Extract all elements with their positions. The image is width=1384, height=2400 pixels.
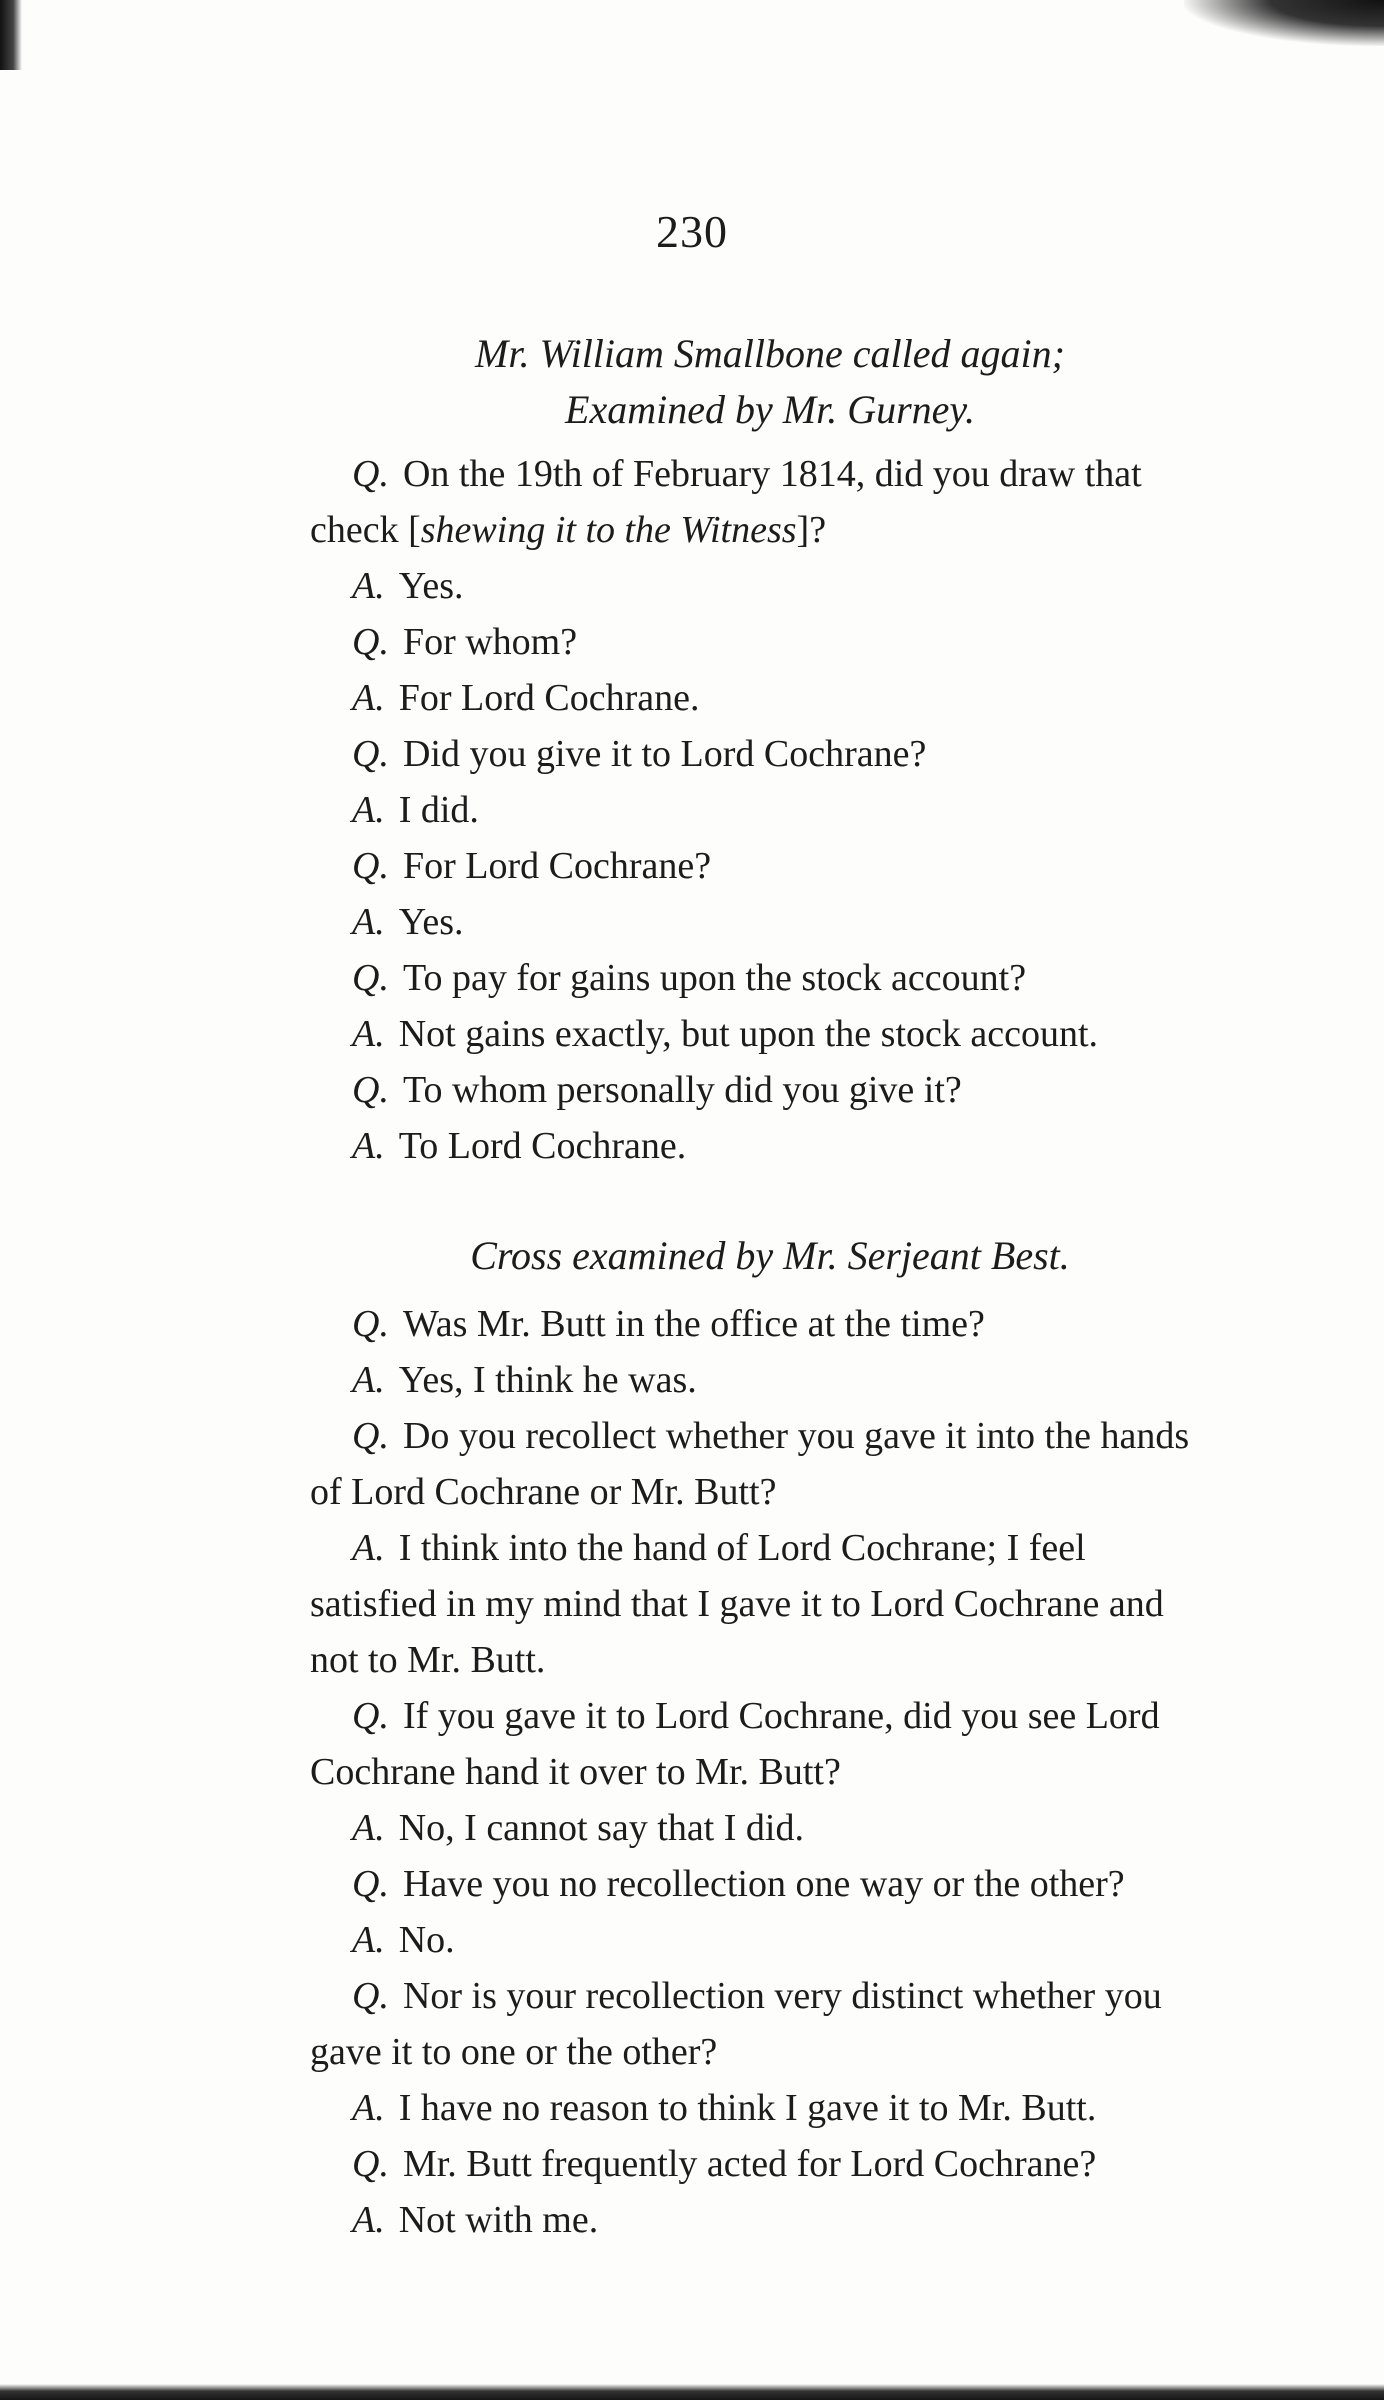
scan-edge-top-right [1184,0,1384,46]
answer-label: A. [352,789,385,831]
question-line [352,726,926,782]
answer-text: I think into the hand of Lord Cochrane; I feel [398,1527,1086,1569]
answer-label: A. [352,1125,385,1167]
question-text: For Lord Cochrane? [402,845,712,887]
section-heading-cross-examined: Cross examined by Mr. Serjeant Best. [470,1233,1070,1278]
answer-line [352,782,479,838]
question-line [352,2136,1096,2192]
question-label: Q. [352,1695,389,1737]
answer-text: No. [398,1919,455,1961]
question-label: Q. [352,733,389,775]
answer-text: Yes, I think he was. [398,1359,697,1401]
answer-line [352,1352,697,1408]
page-number: 230 [656,206,728,257]
answer-line [352,670,699,726]
answer-label: A. [352,1919,385,1961]
answer-label: A. [352,2199,385,2241]
question-continuation-line [310,502,826,558]
question-label: Q. [352,2143,389,2185]
question-text: To pay for gains upon the stock account? [402,957,1027,999]
scan-edge-bottom [0,2384,1384,2400]
answer-label: A. [352,677,385,719]
question-label: Q. [352,957,389,999]
answer-label: A. [352,1359,385,1401]
question-label: Q. [352,621,389,663]
answer-text: For Lord Cochrane. [398,677,700,719]
answer-label: A. [352,565,385,607]
answer-text: Yes. [398,565,464,607]
question-text: Was Mr. Butt in the office at the time? [402,1303,985,1345]
question-line [352,1688,1160,1744]
question-line [352,1408,1189,1464]
question-text: On the 19th of February 1814, did you draw that [402,453,1142,495]
question-line [352,838,711,894]
question-label: Q. [352,1303,389,1345]
answer-label: A. [352,2087,385,2129]
question-text: Do you recollect whether you gave it into the hands [402,1415,1190,1457]
question-label: Q. [352,845,389,887]
answer-text: Yes. [398,901,464,943]
answer-label: A. [352,901,385,943]
section-subheading-examined-by: Examined by Mr. Gurney. [565,387,975,432]
answer-line [352,894,464,950]
answer-text: Not with me. [398,2199,599,2241]
question-continuation-line: gave it to one or the other? [310,2031,718,2073]
answer-line [352,558,464,614]
question-line [352,614,577,670]
answer-continuation-line: not to Mr. Butt. [310,1639,546,1681]
question-line [352,950,1026,1006]
question-line [352,1296,985,1352]
answer-text: Not gains exactly, but upon the stock account. [398,1013,1099,1055]
question-line [352,1968,1162,2024]
section-heading-examined: Mr. William Smallbone called again; [475,331,1065,376]
question-continuation-line: Cochrane hand it over to Mr. Butt? [310,1751,841,1793]
scan-edge-top-left [0,0,22,70]
stage-direction: shewing it to the Witness [420,509,797,551]
answer-line [352,2192,598,2248]
answer-line [352,2080,1096,2136]
question-continuation-line: of Lord Cochrane or Mr. Butt? [310,1471,777,1513]
question-label: Q. [352,453,389,495]
question-text: To whom personally did you give it? [402,1069,962,1111]
answer-continuation-line: satisfied in my mind that I gave it to Lord Cochrane and [310,1583,1164,1625]
question-text: If you gave it to Lord Cochrane, did you see Lord [402,1695,1160,1737]
question-line [352,446,1142,502]
question-text: For whom? [402,621,578,663]
question-text: Did you give it to Lord Cochrane? [402,733,927,775]
question-text: Nor is your recollection very distinct whether you [402,1975,1162,2017]
question-label: Q. [352,1415,389,1457]
answer-label: A. [352,1013,385,1055]
answer-line [352,1118,686,1174]
question-label: Q. [352,1863,389,1905]
question-line [352,1062,962,1118]
question-text: Mr. Butt frequently acted for Lord Cochrane? [402,2143,1097,2185]
question-text-end: ]? [796,509,827,551]
answer-line [352,1912,455,1968]
answer-text: No, I cannot say that I did. [398,1807,804,1849]
answer-label: A. [352,1527,385,1569]
answer-line [352,1800,804,1856]
question-text: Have you no recollection one way or the other? [402,1863,1125,1905]
answer-label: A. [352,1807,385,1849]
answer-line [352,1006,1098,1062]
question-label: Q. [352,1975,389,2017]
answer-line [352,1520,1086,1576]
question-line [352,1856,1125,1912]
question-label: Q. [352,1069,389,1111]
answer-text: I did. [398,789,479,831]
answer-text: I have no reason to think I gave it to Mr. Butt. [398,2087,1097,2129]
question-text-start: check [ [310,509,421,551]
answer-text: To Lord Cochrane. [398,1125,687,1167]
